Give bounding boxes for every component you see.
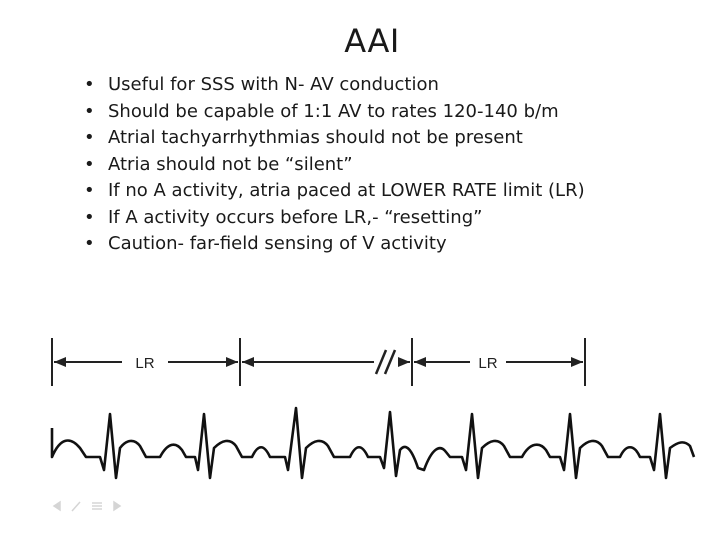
bullet-item: • Caution- far-field sensing of V activity — [84, 231, 585, 258]
ecg-pacing-diagram — [0, 320, 720, 500]
previous-icon[interactable] — [54, 502, 60, 510]
arrowhead — [414, 357, 426, 367]
bullet-item: • If A activity occurs before LR,- “resetting” — [84, 205, 585, 232]
bullet-item: • Useful for SSS with N- AV conduction — [84, 72, 585, 99]
break-mark — [385, 350, 395, 374]
arrowhead — [54, 357, 66, 367]
menu-icon[interactable] — [92, 503, 102, 509]
bullet-item: • If no A activity, atria paced at LOWER RATE limit (LR) — [84, 178, 585, 205]
arrowhead — [571, 357, 583, 367]
interval-label-left: LR — [135, 355, 155, 372]
break-mark — [376, 350, 386, 374]
bullet-item: • Atrial tachyarrhythmias should not be present — [84, 125, 585, 152]
bullet-item: • Atria should not be “silent” — [84, 152, 585, 179]
arrowhead — [226, 357, 238, 367]
slide-title: AAI — [344, 22, 400, 60]
bullet-list — [84, 72, 585, 258]
arrowhead — [398, 357, 410, 367]
interval-label-right: LR — [478, 355, 498, 372]
ecg-trace — [52, 408, 694, 478]
slide-controls — [52, 498, 132, 512]
next-icon[interactable] — [114, 502, 120, 510]
arrowhead — [242, 357, 254, 367]
pen-icon[interactable] — [72, 502, 80, 511]
bullet-item: • Should be capable of 1:1 AV to rates 120-140 b/m — [84, 99, 585, 126]
